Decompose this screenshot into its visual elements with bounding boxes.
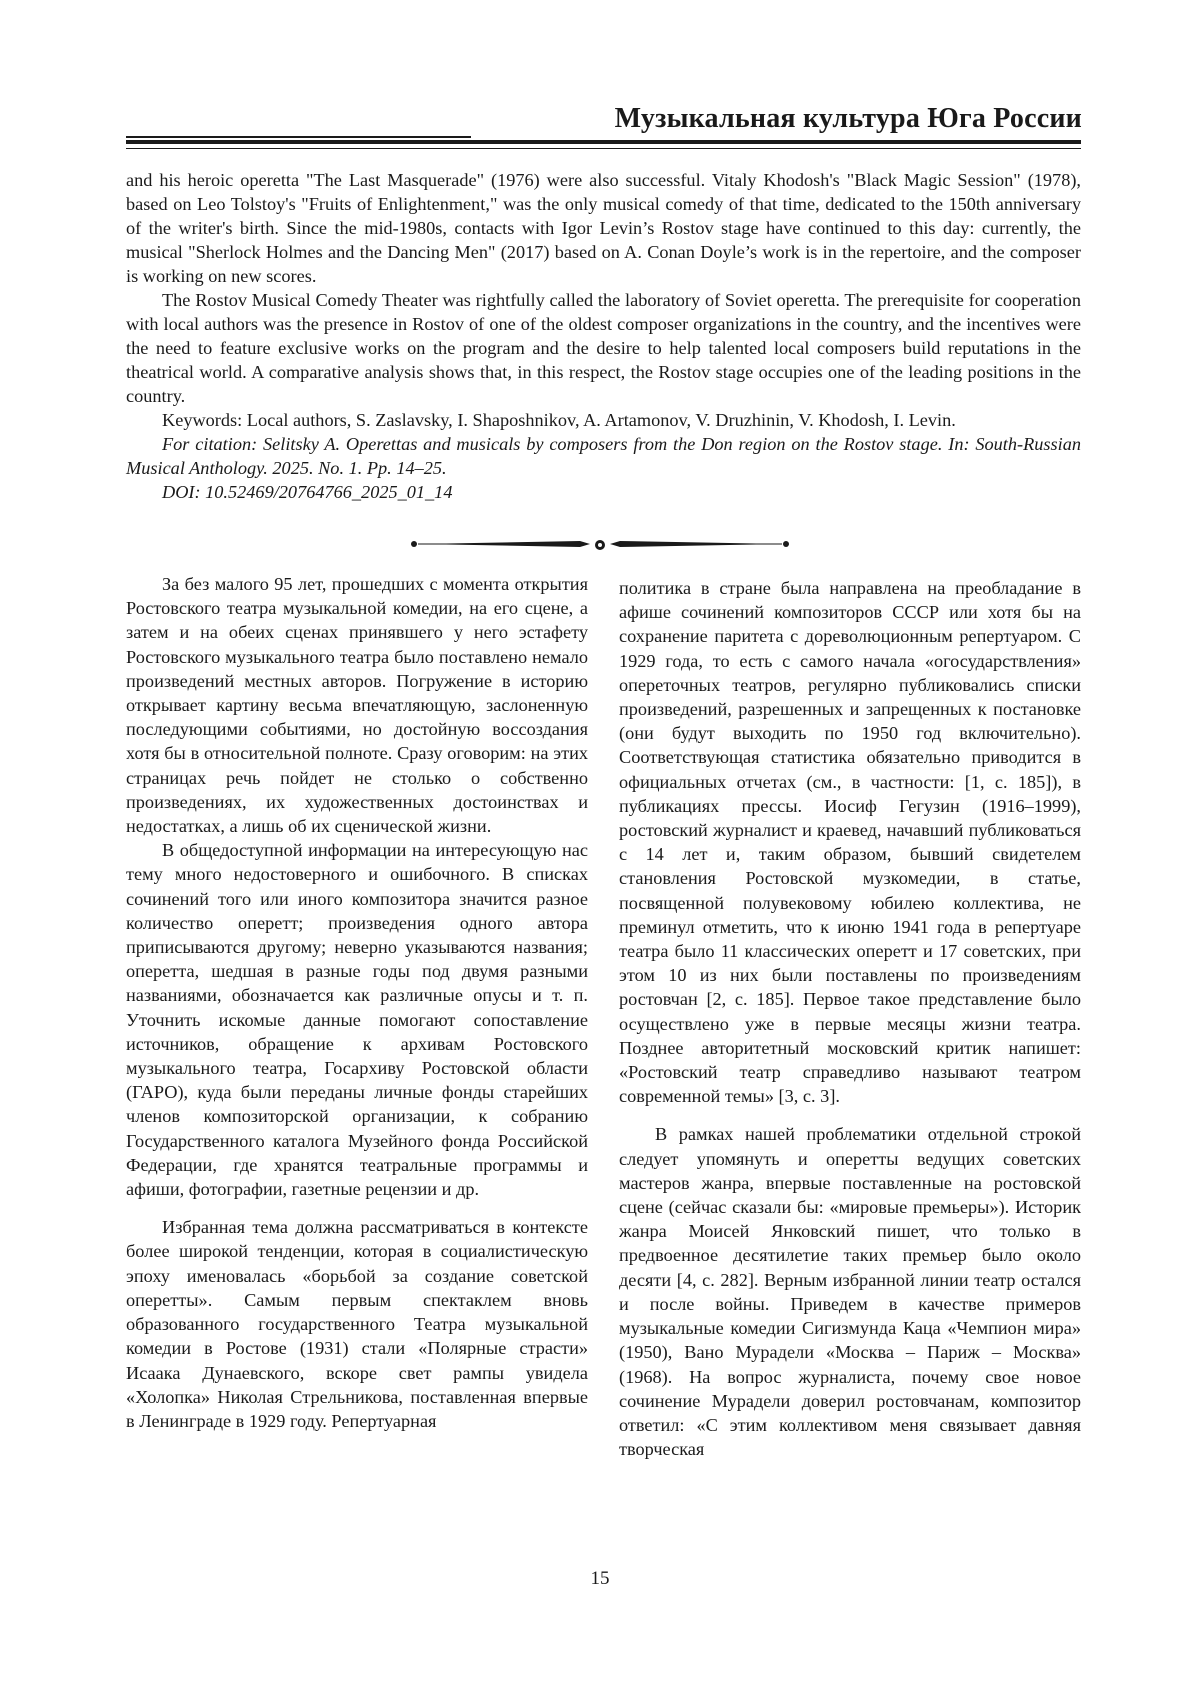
header-rule-thin <box>126 148 1081 149</box>
body-right-column <box>619 576 1081 1461</box>
body-paragraph: В рамках нашей проблематики отдельной строкой следует упомянуть и оперетты ведущих советских мастеров жанра, впервые поставленные на ростовской сцене (сейчас сказали бы: «мировые премьеры»). Историк жанра Моисей Янковский пишет, что только в предвоенное десятилетие таких премьер было около десяти [4, с. 282]. Верным избранной линии театр остался и после войны. Приведем в качестве примеров музыкальные комедии Сигизмунда Каца «Чемпион мира» (1950), Вано Мурадели «Москва – Париж – Москва» (1968). На вопрос журналиста, почему свое новое сочинение Мурадели доверил ростовчанам, композитор ответил: «С этим коллективом меня связывает давняя творческая <box>619 1124 1081 1460</box>
body-paragraph: политика в стране была направлена на преобладание в афише сочинений композиторов СССР или хотя бы на сохранение паритета с дореволюционным репертуаром. С 1929 года, то есть с самого начала «огосударствления» опереточных театров, регулярно публиковались списки произведений, разрешенных и запрещенных к постановке (они будут выходить по 1950 год включительно). Соответствующая статистика обязательно приводится в официальных отчетах (см., в частности: [1, с. 185]), в публикациях прессы. Иосиф Гегузин (1916–1999), ростовский журналист и краевед, начавший публиковаться с 14 лет и, таким образом, бывший свидетелем становления Ростовской музкомедии, в статье, посвященной полувековому юбилею коллектива, не преминул отметить, что к июню 1941 года в репертуаре театра было 11 классических оперетт и 17 советских, при этом 10 из них были поставлены по произведениям ростовчан [2, с. 185]. Первое такое представление было осуществлено уже в первые месяцы жизни театра. Позднее авторитетный московский критик напишет: «Ростовский театр справедливо называют театром современной темы» [3, с. 3]. <box>619 578 1081 1107</box>
body-paragraph: За без малого 95 лет, прошедших с момента открытия Ростовского театра музыкальной комедии, на его сцене, а затем и на обеих сценах принявшего у него эстафету Ростовского музыкального театра было поставлено немало произведений местных авторов. Погружение в историю открывает картину весьма впечатляющую, заслоненную последующими событиями, но достойную воссоздания хотя бы в относительной полноте. Сразу оговорим: на этих страницах речь пойдет не столько о собственно произведениях, их художественных достоинствах и недостатках, а лишь об их сценической жизни. <box>126 574 588 837</box>
body-paragraph: Избранная тема должна рассматриваться в контексте более широкой тенденции, которая в социалистическую эпоху именовалась «борьбой за создание советской оперетты». Самым первым спектаклем вновь образованного государственного Театра музыкальной комедии в Ростове (1931) стали «Полярные страсти» Исаака Дунаевского, вскоре свет рампы увидела «Холопка» Николая Стрельникова, поставленная впервые в Ленинграде в 1929 году. Репертуарная <box>126 1217 588 1431</box>
body-paragraph: В общедоступной информации на интересующую нас тему много недостоверного и ошибочного. В списках сочинений того или иного композитора значится разное количество оперетт; произведения одного автора приписываются другому; неверно указываются названия; оперетта, шедшая в разные годы под двумя разными названиями, обозначается как различные опусы и т. п. Уточнить искомые данные помогают сопоставление источников, обращение к архивам Ростовского музыкального театра, Госархиву Ростовской области (ГАРО), куда были переданы личные фонды старейших членов композиторской организации, к собранию Государственного каталога Музейного фонда Российской Федерации, где хранятся театральные программы и афиши, фотографии, газетные рецензии и др. <box>126 840 588 1200</box>
header-rule-accent <box>126 136 471 138</box>
body-left-column <box>126 572 588 1433</box>
doi: DOI: 10.52469/20764766_2025_01_14 <box>162 482 453 502</box>
abstract <box>126 168 1081 504</box>
keywords: Keywords: Local authors, S. Zaslavsky, I. Shaposhnikov, A. Artamonov, V. Druzhinin, V. Khodosh, I. Levin. <box>162 410 956 430</box>
abstract-paragraph-2: The Rostov Musical Comedy Theater was rightfully called the laboratory of Soviet operetta. The prerequisite for cooperation with local authors was the presence in Rostov of one of the oldest composer organizations in the country, and the incentives were the need to feature exclusive works on the program and the desire to help talented local composers build reputations in the theatrical world. A comparative analysis shows that, in this respect, the Rostov stage occupies one of the leading positions in the country. <box>126 290 1081 406</box>
citation: For citation: Selitsky A. Operettas and musicals by composers from the Don region on the Rostov stage. In: South-Russian Musical Anthology. 2025. No. 1. Pp. 14–25. <box>126 434 1081 478</box>
journal-title: Музыкальная культура Юга России <box>614 103 1082 134</box>
page-number: 15 <box>590 1568 610 1589</box>
abstract-paragraph-1: and his heroic operetta "The Last Masquerade" (1976) were also successful. Vitaly Khodosh's "Black Magic Session" (1978), based on Leo Tolstoy's "Fruits of Enlightenment," was the only musical comedy of that time, dedicated to the 150th anniversary of the writer's birth. Since the mid-1980s, contacts with Igor Levin’s Rostov stage have continued to this day: currently, the musical "Sherlock Holmes and the Dancing Men" (2017) based on A. Conan Doyle’s work is in the repertoire, and the composer is working on new scores. <box>126 170 1081 286</box>
header-rule-thick <box>126 140 1081 144</box>
ornament-divider-icon <box>410 536 790 552</box>
